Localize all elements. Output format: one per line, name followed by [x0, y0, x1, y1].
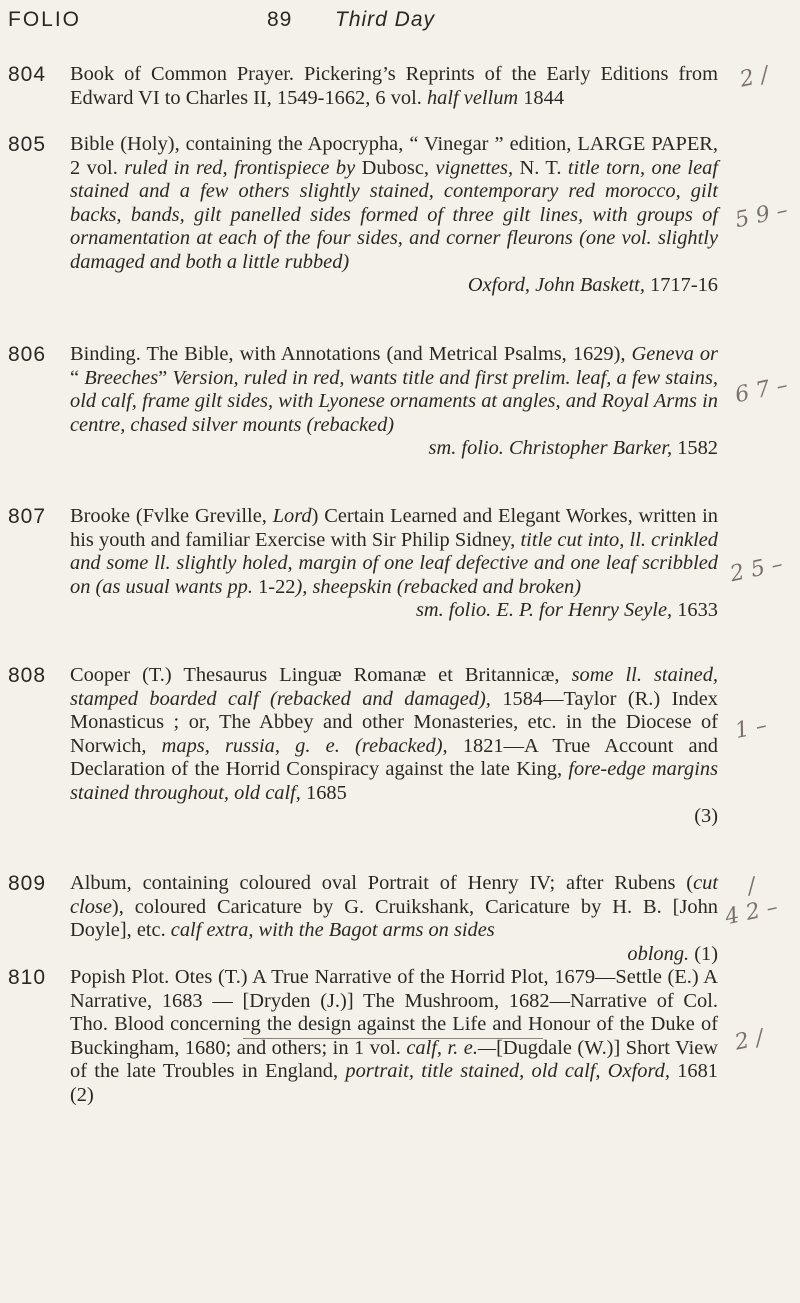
header-folio: FOLIO: [8, 8, 82, 31]
lot-description: [70, 343, 718, 461]
lot-text-run: portrait, title stained, old calf, Oxford,: [345, 1060, 670, 1082]
lot-description: [70, 63, 718, 110]
lot-imprint: [70, 943, 718, 967]
lot-number: 809: [8, 872, 47, 895]
imprint-text-run: (1): [689, 942, 718, 965]
lot-imprint: [70, 274, 718, 298]
lot-description: [70, 505, 718, 623]
page-header: [0, 8, 800, 38]
lot-text-run: calf extra, with the Bagot arms on sides: [170, 919, 495, 941]
lot-number: 810: [8, 966, 47, 989]
lot-text-run: Version, ruled in red, wants title and first prelim. leaf, a few stains, old calf, frame gilt sides, with Lyonese ornaments at angles, and Royal Arms in centre, chased silver mounts (rebacked): [70, 366, 718, 436]
handwritten-price-note: 6 7 –: [732, 372, 791, 409]
lot-text-run: some ll. stained, stamped boarded calf (rebacked and damaged),: [70, 664, 719, 710]
lot-number: 804: [8, 63, 47, 86]
lot-description: [70, 872, 718, 966]
lot-text-run: Dubosc,: [361, 156, 436, 179]
lot-imprint: [70, 437, 718, 461]
lot-text-run: 1584—Taylor (R.) Index Monasticus ; or, The Abbey and other Monasteries, etc. in the Diocese of Norwich,: [70, 687, 718, 757]
handwritten-price-note: 2 /: [732, 1025, 766, 1056]
lot-text-run: Lord: [272, 505, 312, 527]
lot-text-run: half vellum: [426, 86, 519, 109]
lot-text-run: 1844: [518, 86, 565, 109]
lot-text-run: Breeches: [84, 366, 159, 389]
lot-number: 806: [8, 343, 47, 366]
lot-text-run: Book of Common Prayer. Pickering’s Reprints of the Early Editions from Edward VI to Charles II, 1549-1662, 6 vol.: [70, 63, 718, 109]
lot-number: 805: [8, 133, 47, 156]
header-day: Third Day: [335, 8, 436, 31]
lot-text-run: cut close: [70, 872, 718, 918]
lot-text-run: [Dugdale (W.)] Short View of the late Troubles in England,: [70, 1036, 719, 1082]
lot-text-run: fore-edge margins stained throughout, old calf,: [70, 758, 719, 804]
lot-text-run: Geneva or: [631, 343, 718, 365]
lot-text-run: Brooke (Fvlke Greville,: [70, 505, 273, 527]
lot-text-run: title cut into, ll. crinkled and some ll. slightly holed, margin of one leaf defective and one leaf scribbled on (as usual wants pp.: [70, 528, 718, 598]
lot-text-run: ruled in red, frontispiece by: [124, 156, 362, 179]
imprint-text-run: Oxford, John Baskett,: [467, 274, 645, 296]
lot-text-run: vignettes,: [435, 156, 520, 179]
imprint-text-run: (3): [694, 805, 718, 827]
imprint-text-run: oblong.: [627, 942, 690, 965]
lot-text-run: Bible (Holy), containing the Apocrypha, “ Vinegar ” edition, LARGE PAPER, 2 vol.: [70, 133, 718, 179]
lot-text-run: 1-22: [258, 575, 296, 598]
handwritten-price-note: /: [745, 873, 758, 900]
imprint-text-run: 1717-16: [644, 274, 718, 296]
lot-text-run: ), sheepskin (rebacked and broken): [295, 575, 582, 598]
handwritten-price-note: 5 9 –: [732, 197, 791, 234]
handwritten-price-note: 1 –: [732, 712, 770, 745]
lot-text-run: Album, containing coloured oval Portrait of Henry IV; after Rubens (: [70, 872, 694, 894]
imprint-text-run: 1633: [672, 599, 718, 621]
lot-text-run: Binding. The Bible, with Annotations (and Metrical Psalms, 1629),: [70, 343, 632, 365]
lot-number: 807: [8, 505, 47, 528]
lot-text-run: Popish Plot. Otes (T.) A True Narrative of the Horrid Plot, 1679—Settle (E.) A Narrative, 1683 — [Dryden (J.)] The Mushroom, 1682—Narrative of Col. Tho. Blood concerning the design against the Life and Honour of the Duke of Buckingham, 1680; and others; in 1 vol.: [70, 966, 718, 1059]
imprint-text-run: 1582: [672, 437, 718, 459]
handwritten-price-note: 2 /: [737, 62, 771, 93]
lot-text-run: maps, russia, g. e. (rebacked),: [161, 734, 448, 757]
lot-text-run: N. T.: [519, 156, 568, 179]
imprint-text-run: sm. folio. Christopher Barker,: [428, 437, 673, 459]
lot-text-run: 1821—A True Account and Declaration of the Horrid Conspiracy against the late King,: [70, 734, 718, 780]
lot-description: [70, 664, 718, 829]
lot-imprint: [70, 805, 718, 829]
lot-text-run: calf, r. e.—: [406, 1036, 497, 1059]
lot-number: 808: [8, 664, 47, 687]
handwritten-price-note: 2 5 –: [727, 551, 786, 588]
imprint-text-run: sm. folio. E. P. for Henry Seyle,: [415, 599, 673, 621]
lot-text-run: Cooper (T.) Thesaurus Linguæ Romanæ et Britannicæ,: [70, 664, 572, 686]
lot-imprint: [70, 599, 718, 623]
lot-text-run: 1685: [300, 781, 347, 804]
lot-text-run: ”: [158, 366, 173, 389]
lot-description: [70, 133, 718, 298]
lot-text-run: 1681 (2): [70, 1060, 718, 1106]
lot-text-run: title torn, one leaf stained and a few others slightly stained, contemporary red morocco, gilt backs, bands, gilt panelled sides formed of three gilt lines, with groups of ornamentation at each of the four sides, and corner fleurons (one vol. slightly damaged and both a little rubbed): [70, 156, 718, 273]
lot-text-run: ), coloured Caricature by G. Cruikshank, Caricature by H. B. [John Doyle], etc.: [70, 895, 718, 941]
section-divider: [243, 1038, 543, 1039]
handwritten-price-note: 4 2 –: [722, 894, 781, 931]
lot-text-run: ) Certain Learned and Elegant Workes, written in his youth and familiar Exercise with Sir Philip Sidney,: [70, 505, 719, 551]
lot-description: [70, 966, 718, 1107]
lot-text-run: “: [70, 366, 85, 389]
page-number: 89: [267, 8, 293, 31]
